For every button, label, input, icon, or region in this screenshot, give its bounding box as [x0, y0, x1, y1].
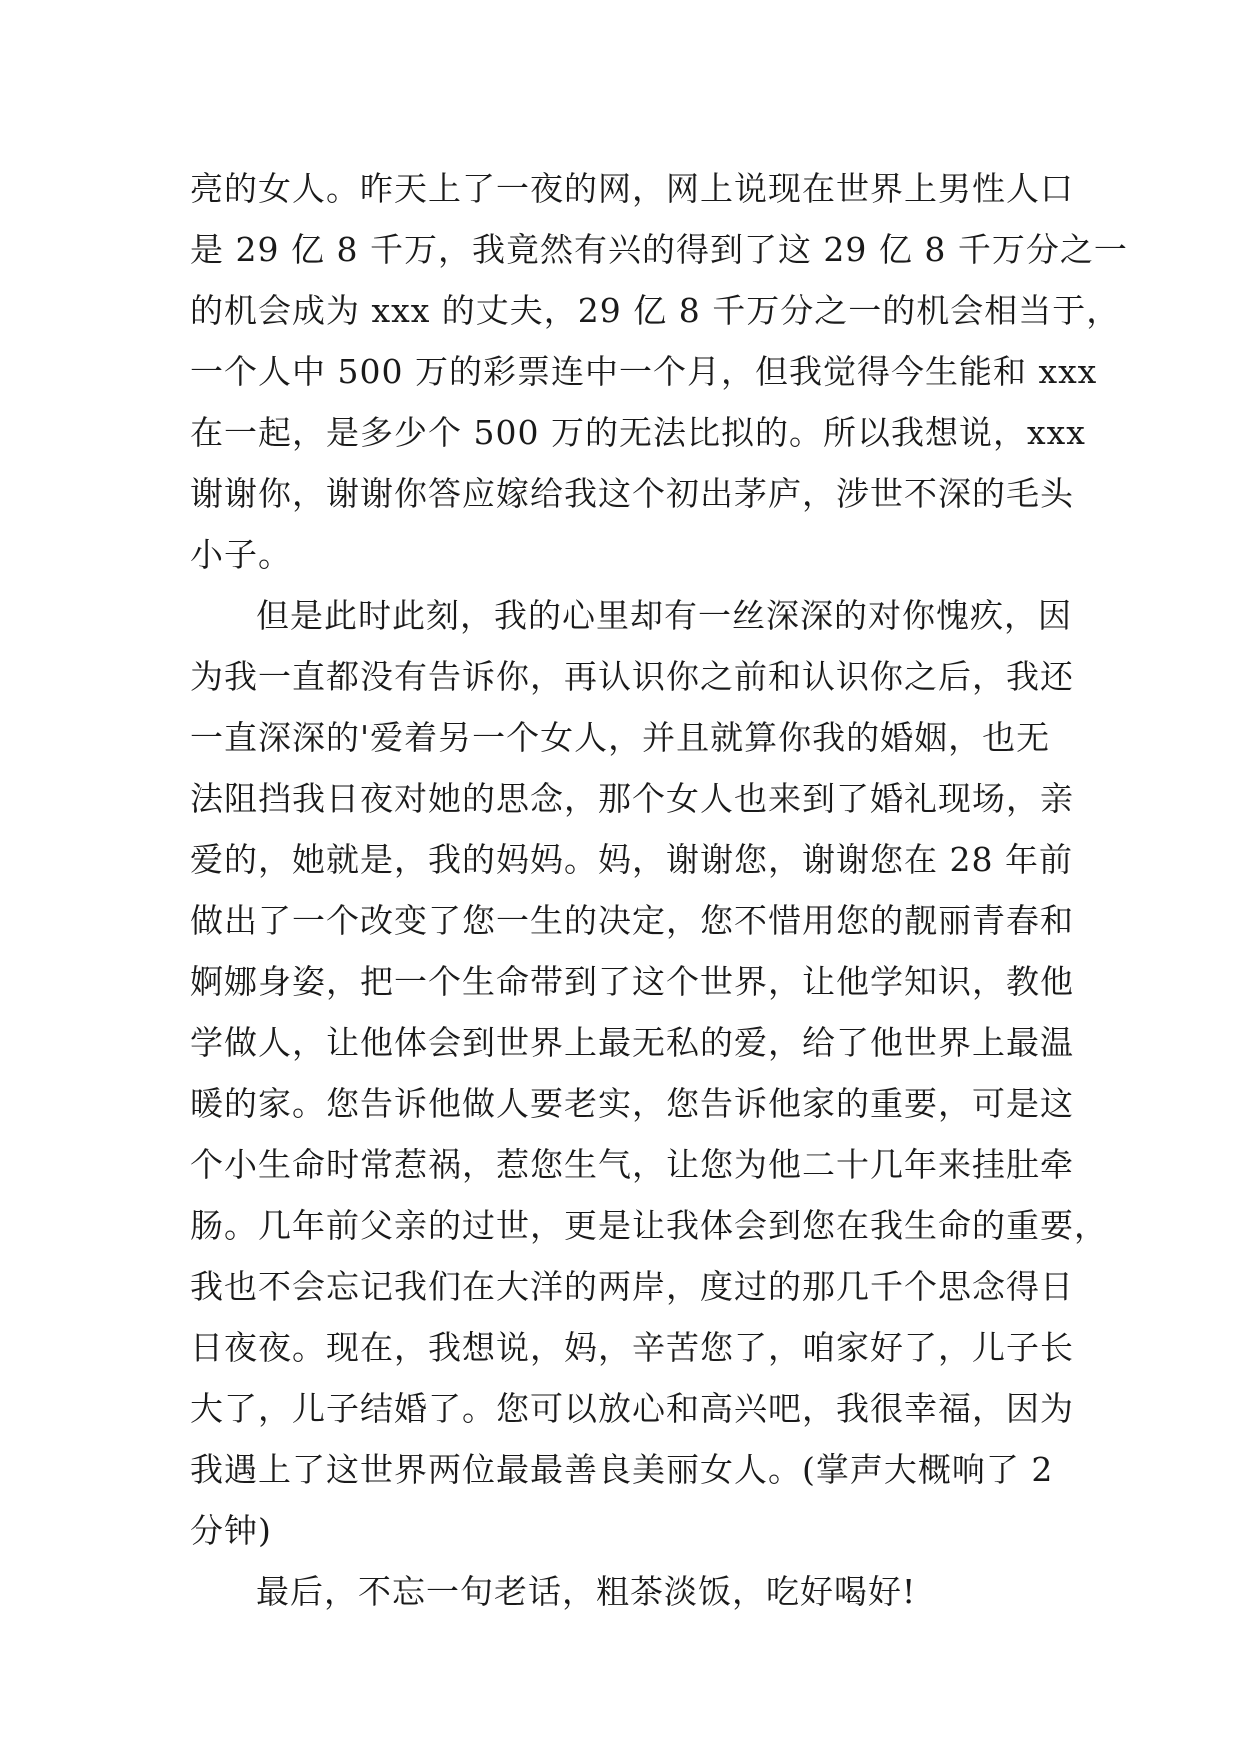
body-text — [190, 158, 1128, 1622]
text-line: 小子。 — [190, 535, 292, 574]
text-line: 分钟) — [190, 1511, 272, 1550]
text-line: 一个人中 500 万的彩票连中一个月，但我觉得今生能和 xxx — [190, 352, 1098, 391]
text-line: 我也不会忘记我们在大洋的两岸，度过的那几千个思念得日 — [190, 1267, 1074, 1306]
text-line: 爱的，她就是，我的妈妈。妈，谢谢您，谢谢您在 28 年前 — [190, 840, 1073, 879]
text-line: 做出了一个改变了您一生的决定，您不惜用您的靓丽青春和 — [190, 901, 1074, 940]
text-line: 学做人，让他体会到世界上最无私的爱，给了他世界上最温 — [190, 1023, 1074, 1062]
text-line: 肠。几年前父亲的过世，更是让我体会到您在我生命的重要， — [190, 1206, 1108, 1245]
text-line: 一直深深的'爱着另一个女人，并且就算你我的婚姻，也无 — [190, 718, 1051, 757]
text-line: 法阻挡我日夜对她的思念，那个女人也来到了婚礼现场，亲 — [190, 779, 1074, 818]
text-line: 婀娜身姿，把一个生命带到了这个世界，让他学知识，教他 — [190, 962, 1074, 1001]
text-line: 暖的家。您告诉他做人要老实，您告诉他家的重要，可是这 — [190, 1084, 1074, 1123]
text-line: 是 29 亿 8 千万，我竟然有兴的得到了这 29 亿 8 千万分之一 — [190, 230, 1128, 269]
paragraph-first-line: 但是此时此刻，我的心里却有一丝深深的对你愧疚，因 — [256, 596, 1072, 635]
text-line: 为我一直都没有告诉你，再认识你之前和认识你之后，我还 — [190, 657, 1074, 696]
text-line: 大了，儿子结婚了。您可以放心和高兴吧，我很幸福，因为 — [190, 1389, 1074, 1428]
text-line: 在一起，是多少个 500 万的无法比拟的。所以我想说，xxx — [190, 413, 1086, 452]
text-line: 我遇上了这世界两位最最善良美丽女人。(掌声大概响了 2 — [190, 1450, 1054, 1489]
paragraph-first-line: 最后，不忘一句老话，粗茶淡饭，吃好喝好! — [256, 1572, 917, 1611]
text-line: 谢谢你，谢谢你答应嫁给我这个初出茅庐，涉世不深的毛头 — [190, 474, 1074, 513]
text-line: 的机会成为 xxx 的丈夫，29 亿 8 千万分之一的机会相当于， — [190, 291, 1121, 330]
text-line: 日夜夜。现在，我想说，妈，辛苦您了，咱家好了，儿子长 — [190, 1328, 1074, 1367]
text-line: 个小生命时常惹祸，惹您生气，让您为他二十几年来挂肚牵 — [190, 1145, 1074, 1184]
text-line: 亮的女人。昨天上了一夜的网，网上说现在世界上男性人口 — [190, 169, 1074, 208]
